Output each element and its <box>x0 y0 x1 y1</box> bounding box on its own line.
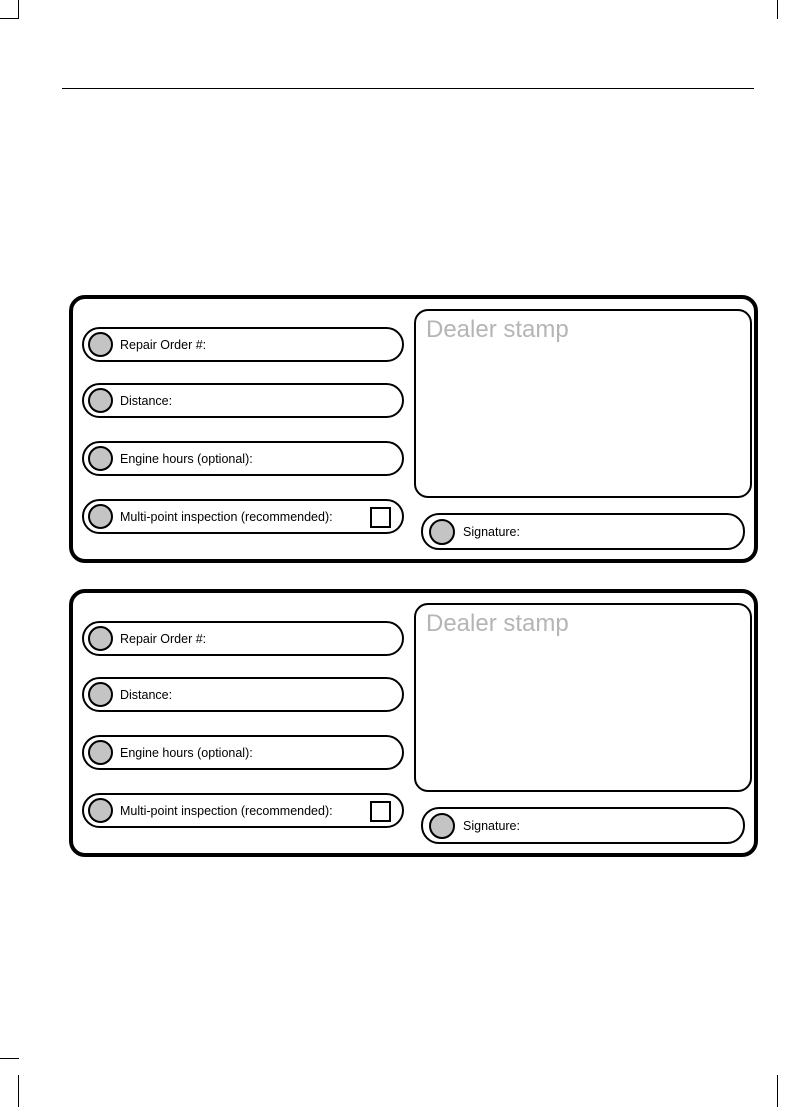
inspection-label: Multi-point inspection (recommended): <box>120 510 333 524</box>
dealer-stamp-label: Dealer stamp <box>426 316 569 343</box>
repair-order-field[interactable] <box>82 621 404 656</box>
inspection-field <box>82 793 404 828</box>
dealer-stamp-box <box>414 603 752 792</box>
inspection-checkbox[interactable] <box>370 507 391 528</box>
field-marker-icon <box>88 504 113 529</box>
signature-label: Signature: <box>463 819 520 833</box>
engine-hours-label: Engine hours (optional): <box>120 452 253 466</box>
service-record-card <box>69 295 758 563</box>
engine-hours-label: Engine hours (optional): <box>120 746 253 760</box>
crop-mark-top-right-v <box>777 0 778 19</box>
field-marker-icon <box>88 388 113 413</box>
signature-field[interactable] <box>421 513 745 550</box>
field-marker-icon <box>429 813 455 839</box>
dealer-stamp-box <box>414 309 752 498</box>
service-record-card <box>69 589 758 857</box>
distance-label: Distance: <box>120 688 173 702</box>
field-marker-icon <box>88 626 113 651</box>
repair-order-label: Repair Order #: <box>120 338 207 352</box>
repair-order-field[interactable] <box>82 327 404 362</box>
crop-mark-bottom-left-v <box>18 1075 19 1107</box>
crop-mark-bottom-left-h <box>0 1058 19 1059</box>
field-marker-icon <box>88 682 113 707</box>
inspection-checkbox[interactable] <box>370 801 391 822</box>
header-rule <box>62 88 754 89</box>
distance-field[interactable] <box>82 677 404 712</box>
field-marker-icon <box>88 740 113 765</box>
distance-label: Distance: <box>120 394 173 408</box>
crop-mark-top-left-h <box>0 18 19 19</box>
crop-mark-top-left-v <box>18 0 19 19</box>
inspection-label: Multi-point inspection (recommended): <box>120 804 333 818</box>
engine-hours-field[interactable] <box>82 441 404 476</box>
crop-mark-bottom-right-v <box>777 1075 778 1107</box>
signature-field[interactable] <box>421 807 745 844</box>
field-marker-icon <box>88 446 113 471</box>
repair-order-label: Repair Order #: <box>120 632 207 646</box>
engine-hours-field[interactable] <box>82 735 404 770</box>
dealer-stamp-label: Dealer stamp <box>426 610 569 637</box>
signature-label: Signature: <box>463 525 520 539</box>
field-marker-icon <box>88 332 113 357</box>
distance-field[interactable] <box>82 383 404 418</box>
field-marker-icon <box>88 798 113 823</box>
field-marker-icon <box>429 519 455 545</box>
inspection-field <box>82 499 404 534</box>
